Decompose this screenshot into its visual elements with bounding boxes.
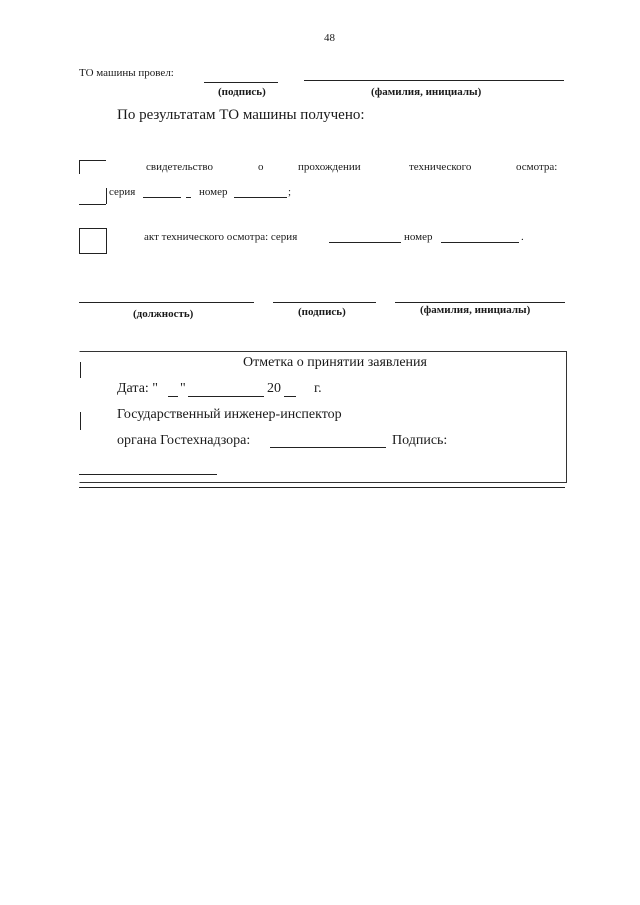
name-caption-2: (фамилия, инициалы) [420, 304, 531, 316]
signature-field[interactable] [204, 82, 278, 83]
act-number-field[interactable] [441, 242, 519, 243]
certificate-word-4: технического [409, 161, 472, 173]
signature-field-2[interactable] [273, 302, 376, 303]
act-series-label: акт технического осмотра: серия [144, 231, 298, 243]
acceptance-title: Отметка о принятии заявления [243, 355, 427, 370]
certificate-word-2: о [258, 161, 264, 173]
certificate-series-dash [186, 197, 191, 198]
checkbox-certificate[interactable] [79, 160, 107, 205]
acceptance-bottom-line [79, 487, 565, 488]
act-number-label: номер [404, 231, 433, 243]
signature-caption: (подпись) [218, 86, 266, 98]
certificate-number-label: номер [199, 186, 228, 198]
acceptance-box-left-mark-2 [80, 412, 81, 430]
date-month-field[interactable] [188, 396, 264, 397]
certificate-semicolon: ; [288, 186, 292, 198]
to-performed-label: ТО машины провел: [79, 67, 174, 79]
name-caption: (фамилия, инициалы) [371, 86, 482, 98]
year-suffix: г. [314, 381, 322, 396]
page-number: 48 [324, 32, 335, 44]
results-heading: По результатам ТО машины получено: [117, 107, 365, 123]
position-caption: (должность) [133, 308, 194, 320]
inspector-title: Государственный инженер-инспектор [117, 407, 342, 422]
signature-label: Подпись: [392, 433, 448, 448]
date-label: Дата: " [117, 381, 159, 396]
act-period: . [521, 231, 524, 243]
certificate-series-label: серия [109, 186, 136, 198]
certificate-series-field[interactable] [143, 197, 181, 198]
inspector-signature-field[interactable] [270, 447, 386, 448]
inspector-authority: органа Гостехнадзора: [117, 433, 251, 448]
certificate-number-field[interactable] [234, 197, 287, 198]
date-year-field[interactable] [284, 396, 296, 397]
year-prefix: 20 [267, 381, 281, 396]
name-field-2[interactable] [395, 302, 565, 303]
certificate-word-5: осмотра: [516, 161, 558, 173]
checkbox-inspection-act[interactable] [79, 228, 107, 254]
date-quote-close: " [180, 381, 186, 396]
date-day-field[interactable] [168, 396, 178, 397]
certificate-word-1: свидетельство [146, 161, 213, 173]
acceptance-short-line [79, 474, 217, 475]
acceptance-box-left-mark [80, 362, 81, 378]
position-field[interactable] [79, 302, 254, 303]
name-field[interactable] [304, 80, 564, 81]
signature-caption-2: (подпись) [298, 306, 346, 318]
certificate-word-3: прохождении [298, 161, 361, 173]
act-series-field[interactable] [329, 242, 401, 243]
